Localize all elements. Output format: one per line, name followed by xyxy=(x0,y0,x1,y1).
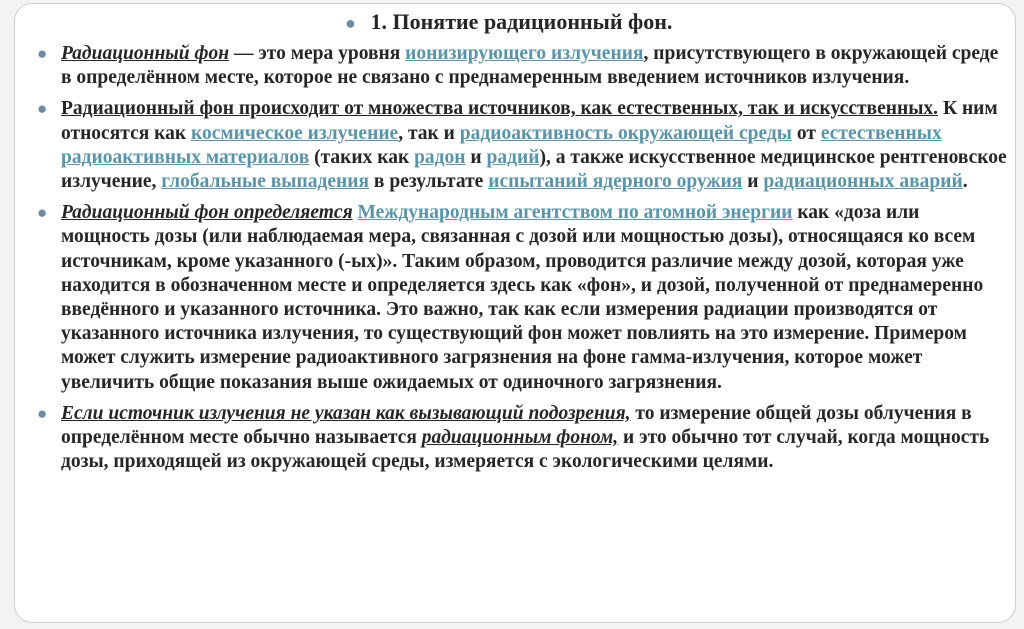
term-radiation-background-2: радиационным фоном, xyxy=(421,427,619,449)
text: К ним относятся как xyxy=(61,98,998,144)
link-radium[interactable]: радий xyxy=(486,146,540,168)
text: . xyxy=(962,171,968,193)
text: ), а также искусственное медицинское рентгеновское излучение, xyxy=(61,146,1007,193)
slide xyxy=(14,3,1016,623)
text: (таких как xyxy=(309,146,415,168)
text: то измерение общей дозы облучения в определённом месте обычно называется xyxy=(61,402,972,449)
bullet-dot-icon: ● xyxy=(37,203,48,223)
slide-title: 1. Понятие радиционный фон. xyxy=(370,9,673,34)
link-nuclear-weapons-tests[interactable]: испытаний ядерного оружия xyxy=(488,171,743,193)
term-radiation-background: Радиационный фон xyxy=(61,43,230,64)
paragraph-2 xyxy=(29,97,1011,194)
slide-title-row xyxy=(345,8,672,37)
link-radon[interactable]: радон xyxy=(414,146,466,168)
text: как «доза или мощность дозы (или наблюдаемая мера, связанная с дозой или мощностью дозы), относящаяся ко всем источникам, кроме указанного (-ых)». Таким образом, проводится различие между дозой, которая уже находится в обозначенном месте и определяется здесь как «фон», и дозой, полученной от преднамеренно введённого и указанного источника. Это важно, так как если измерения радиации производятся от указанного источника излучения, то существующий фон может повлиять на это измерение. Примером может служить измерение радиоактивного загрязнения на фоне гамма-излучения, которое может увеличить общие показания выше ожидаемых от одиночного загрязнения. xyxy=(61,202,984,393)
text: и xyxy=(465,146,487,168)
paragraph-1 xyxy=(29,42,1011,90)
text: , присутствующего в окружающей среде в определённом месте, которое не связано с преднамеренным введением источников излучения. xyxy=(61,43,999,89)
link-natural-radioactive-materials[interactable]: естественных радиоактивных материалов xyxy=(61,122,942,168)
link-cosmic-radiation[interactable]: космическое излучение xyxy=(190,122,399,144)
bullet-dot-icon: ● xyxy=(37,44,48,63)
link-radiation-accidents[interactable]: радиационных аварий xyxy=(763,171,963,193)
paragraph-4 xyxy=(29,402,1011,475)
text: в результате xyxy=(369,171,489,193)
text: и xyxy=(742,171,764,193)
text: от xyxy=(792,122,821,144)
text: и это обычно тот случай, когда мощность дозы, приходящей из окружающей среды, измеряется с экологическими целями. xyxy=(61,427,990,473)
bullet-dot-icon: ● xyxy=(37,99,48,119)
term-source-not-specified: Если источник излучения не указан как вызывающий подозрения, xyxy=(61,402,631,424)
bullet-dot-icon: ● xyxy=(345,13,356,33)
content-list xyxy=(29,42,1011,481)
bullet-dot-icon: ● xyxy=(37,403,48,423)
link-ionizing-radiation[interactable]: ионизирующего излучения xyxy=(405,43,644,64)
text: — это мера уровня xyxy=(229,43,406,64)
link-environmental-radioactivity[interactable]: радиоактивность окружающей среды xyxy=(459,122,793,144)
paragraph-3 xyxy=(29,201,1011,395)
text: , так и xyxy=(398,122,460,144)
term-defined-by: Радиационный фон определяется xyxy=(61,202,353,224)
link-iaea[interactable]: Международным агентством по атомной энергии xyxy=(357,202,793,224)
underlined-sentence: Радиационный фон происходит от множества источников, как естественных, так и искусственных. xyxy=(61,98,939,120)
link-global-fallout[interactable]: глобальные выпадения xyxy=(161,171,370,193)
